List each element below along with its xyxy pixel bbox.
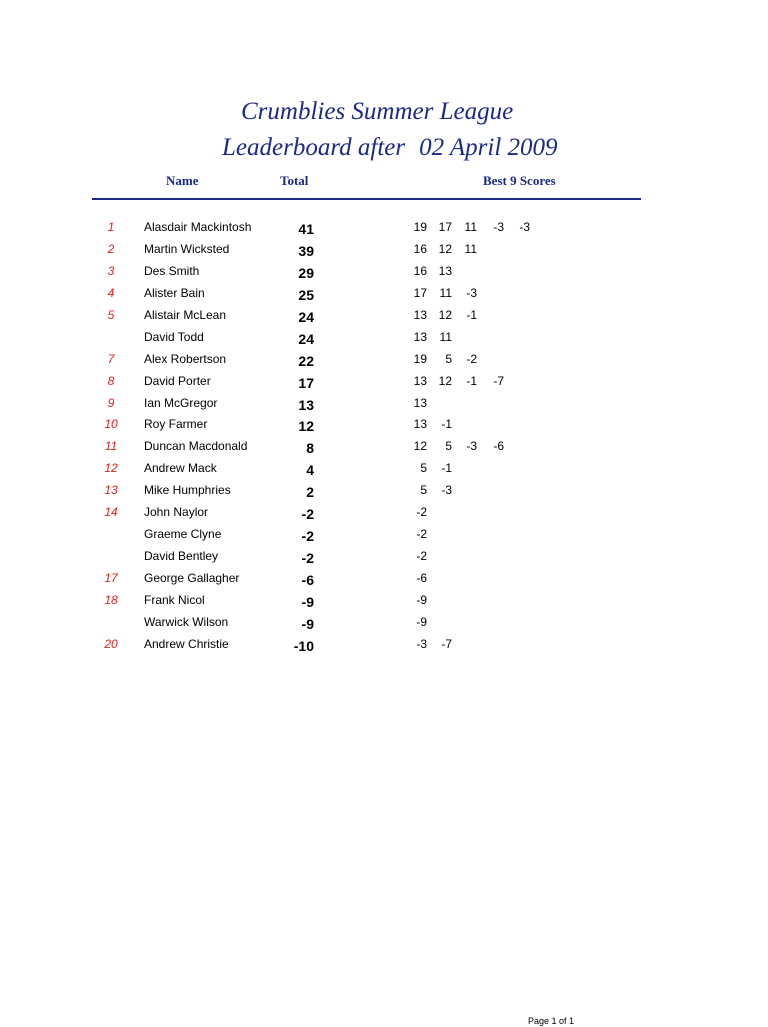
- name-cell: Ian McGregor: [144, 395, 218, 410]
- name-cell: Alasdair Mackintosh: [144, 220, 252, 234]
- score-value: -1: [441, 461, 452, 476]
- score-value: 12: [413, 439, 427, 454]
- name-cell: Warwick Wilson: [144, 614, 229, 629]
- position-cell: 17: [104, 571, 118, 585]
- total-cell: 24: [298, 308, 314, 325]
- score-value: -7: [493, 373, 504, 388]
- total-cell: 22: [298, 352, 314, 369]
- position-cell: 18: [104, 592, 118, 607]
- score-value: -9: [416, 614, 427, 629]
- name-cell: George Gallagher: [144, 571, 240, 585]
- name-cell: Andrew Mack: [144, 461, 217, 476]
- table-row: [0, 305, 768, 327]
- table-row: [0, 393, 768, 415]
- score-value: 12: [438, 373, 452, 388]
- position-cell: 14: [104, 505, 118, 520]
- total-cell: -9: [301, 593, 314, 610]
- score-value: 5: [445, 439, 452, 454]
- score-value: -6: [493, 439, 504, 454]
- name-cell: Alister Bain: [144, 285, 205, 300]
- total-cell: 41: [298, 221, 314, 237]
- header-divider: [92, 198, 641, 200]
- position-cell: 10: [104, 417, 118, 432]
- score-value: 19: [413, 351, 427, 366]
- position-cell: 3: [107, 263, 115, 278]
- score-value: -7: [441, 636, 452, 651]
- score-value: -3: [493, 220, 504, 234]
- table-row: [0, 283, 768, 305]
- best-scores-column-header: Best 9 Scores: [483, 173, 556, 188]
- leaderboard-date: 02 April 2009: [419, 134, 558, 161]
- score-value: -2: [466, 351, 477, 366]
- total-cell: 17: [298, 374, 314, 391]
- total-cell: -2: [301, 550, 314, 567]
- score-value: -1: [466, 307, 477, 322]
- total-cell: 39: [298, 242, 314, 259]
- total-cell: -2: [301, 506, 314, 523]
- score-value: -3: [416, 636, 427, 651]
- name-cell: David Todd: [144, 329, 204, 344]
- score-value: -2: [416, 505, 427, 520]
- table-row: [0, 590, 768, 612]
- score-value: -3: [441, 483, 452, 498]
- position-cell: 2: [107, 241, 115, 256]
- position-cell: 8: [107, 373, 115, 388]
- score-value: -2: [416, 549, 427, 564]
- score-value: 19: [413, 220, 427, 234]
- position-cell: 4: [107, 285, 115, 300]
- score-value: 16: [413, 241, 427, 256]
- score-value: 13: [413, 417, 427, 432]
- league-title: Crumblies Summer League: [241, 98, 514, 125]
- total-column-header: Total: [280, 173, 309, 188]
- total-cell: 2: [306, 484, 314, 501]
- table-row: [0, 371, 768, 393]
- score-value: 17: [438, 220, 452, 234]
- score-value: 12: [438, 307, 452, 322]
- name-cell: Frank Nicol: [144, 592, 205, 607]
- table-row: [0, 568, 768, 590]
- table-row: [0, 261, 768, 283]
- score-value: 11: [464, 220, 477, 234]
- total-cell: -9: [301, 615, 314, 632]
- name-cell: David Porter: [144, 373, 211, 388]
- leaderboard-label: Leaderboard after: [222, 134, 406, 161]
- table-row: [0, 217, 768, 239]
- score-value: 13: [413, 329, 427, 344]
- total-cell: -6: [301, 572, 314, 588]
- score-value: 11: [464, 241, 477, 256]
- table-row: [0, 436, 768, 458]
- position-cell: 12: [104, 461, 118, 476]
- name-cell: Alex Robertson: [144, 351, 227, 366]
- score-value: 5: [445, 351, 452, 366]
- table-row: [0, 634, 768, 656]
- score-value: -1: [466, 373, 477, 388]
- table-row: [0, 327, 768, 349]
- page-footer: Page 1 of 1: [528, 1016, 575, 1026]
- table-row: [0, 612, 768, 634]
- score-value: 13: [413, 307, 427, 322]
- position-cell: 13: [104, 483, 118, 498]
- total-cell: -2: [301, 528, 314, 545]
- name-cell: David Bentley: [144, 549, 219, 564]
- score-value: 17: [413, 285, 427, 300]
- total-cell: 25: [298, 286, 314, 303]
- score-value: 13: [413, 373, 427, 388]
- score-value: -3: [466, 285, 477, 300]
- position-cell: 7: [107, 351, 115, 366]
- total-cell: 8: [306, 440, 314, 457]
- table-row: [0, 524, 768, 546]
- name-cell: Graeme Clyne: [144, 527, 222, 542]
- score-value: 16: [413, 263, 427, 278]
- name-column-header: Name: [166, 173, 199, 188]
- name-cell: John Naylor: [144, 505, 209, 520]
- table-row: [0, 458, 768, 480]
- total-cell: 24: [298, 330, 314, 347]
- total-cell: 29: [298, 264, 314, 281]
- leaderboard-subtitle: [222, 133, 558, 163]
- total-cell: 12: [298, 418, 314, 435]
- leaderboard-table: [0, 217, 768, 656]
- table-row: [0, 546, 768, 568]
- table-row: [0, 414, 768, 436]
- table-row: [0, 502, 768, 524]
- position-cell: 11: [104, 439, 118, 454]
- score-value: -3: [466, 439, 477, 454]
- name-cell: Roy Farmer: [144, 417, 208, 432]
- name-cell: Des Smith: [144, 263, 200, 278]
- score-value: 12: [438, 241, 452, 256]
- total-cell: -10: [293, 637, 314, 654]
- score-value: 11: [439, 285, 452, 300]
- name-cell: Alistair McLean: [144, 307, 227, 322]
- table-row: [0, 239, 768, 261]
- total-cell: 4: [306, 462, 314, 479]
- position-cell: 5: [107, 307, 115, 322]
- score-value: 11: [439, 329, 452, 344]
- name-cell: Martin Wicksted: [144, 241, 230, 256]
- name-cell: Duncan Macdonald: [144, 439, 248, 454]
- score-value: 5: [420, 483, 427, 498]
- score-value: 5: [420, 461, 427, 476]
- total-cell: 13: [298, 396, 314, 413]
- score-value: -3: [519, 220, 530, 234]
- position-cell: 9: [107, 395, 115, 410]
- score-value: 13: [413, 395, 427, 410]
- table-row: [0, 349, 768, 371]
- score-value: -1: [441, 417, 452, 432]
- position-cell: 1: [107, 220, 115, 234]
- table-row: [0, 480, 768, 502]
- name-cell: Mike Humphries: [144, 483, 231, 498]
- score-value: -6: [416, 571, 427, 585]
- score-value: 13: [438, 263, 452, 278]
- score-value: -2: [416, 527, 427, 542]
- name-cell: Andrew Christie: [144, 636, 229, 651]
- position-cell: 20: [104, 636, 118, 651]
- score-value: -9: [416, 592, 427, 607]
